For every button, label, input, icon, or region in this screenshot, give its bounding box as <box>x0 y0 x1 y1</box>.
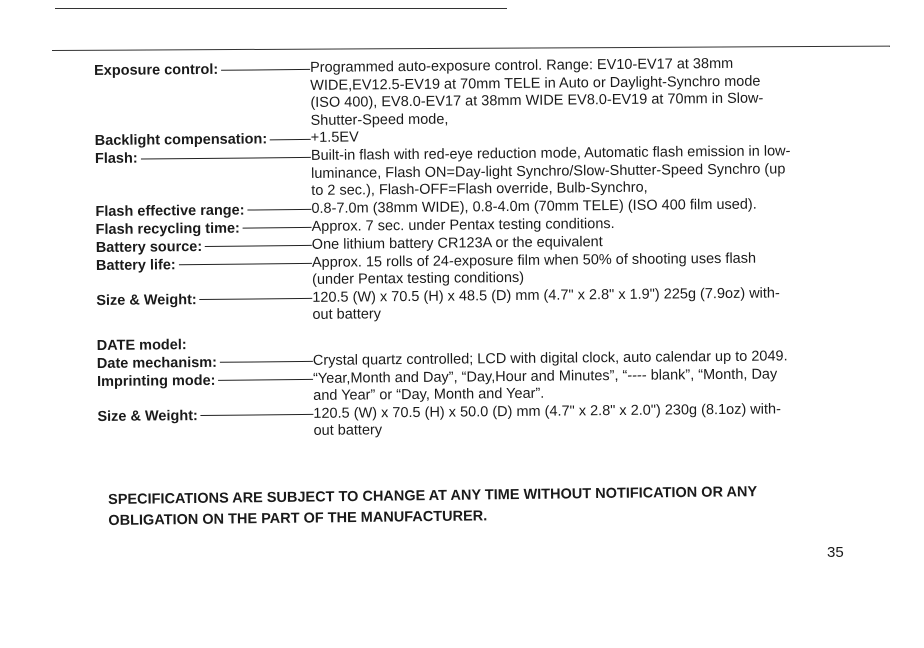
spec-value: 120.5 (W) x 70.5 (H) x 48.5 (D) mm (4.7" x 2.8" x 1.9") 225g (7.9oz) with- out battery <box>312 284 780 323</box>
spec-label: Size & Weight: <box>96 289 312 309</box>
spec-label: Exposure control: <box>94 60 310 80</box>
spec-value: Approx. 7 sec. under Pentax testing conditions. <box>311 215 615 235</box>
spec-value: “Year,Month and Day”, “Day,Hour and Minutes”, “---- blank”, “Month, Day and Year” or “Day, Month and Year”. <box>312 365 778 404</box>
leader-line <box>221 68 310 70</box>
spec-date-size-weight <box>97 400 857 442</box>
spec-label: Imprinting mode: <box>97 370 313 390</box>
spec-label: Size & Weight: <box>97 405 313 425</box>
spec-value: Crystal quartz controlled; LCD with digital clock, auto calendar up to 2049. <box>312 347 788 369</box>
leader-line <box>205 245 312 247</box>
leader-line <box>248 209 312 211</box>
spec-label: Flash effective range: <box>95 200 311 220</box>
spec-value: One lithium battery CR123A or the equivalent <box>311 233 603 253</box>
spec-value: Programmed auto-exposure control. Range: EV10-EV17 at 38mm WIDE,EV12.5-EV19 at 70mm TELE in Auto or Daylight-Synchro mode (ISO 400), EV8.0-EV17 at 38mm WIDE EV8.0-EV19 at 70mm in Slow- Shutter-Speed mode, <box>309 55 764 129</box>
leader-line <box>200 298 313 300</box>
date-model-heading: DATE model: <box>96 336 187 354</box>
spec-exposure-control <box>94 55 855 132</box>
page-number: 35 <box>827 544 844 561</box>
leader-line <box>218 379 313 381</box>
spec-label: Battery life: <box>96 254 312 274</box>
spec-value: +1.5EV <box>310 129 359 146</box>
leader-line <box>220 361 313 363</box>
spec-value: 120.5 (W) x 70.5 (H) x 50.0 (D) mm (4.7" x 2.8" x 2.0") 230g (8.1oz) with- out battery <box>313 400 781 439</box>
leader-line <box>141 156 311 159</box>
top-rule <box>55 8 507 9</box>
spec-flash <box>95 143 855 203</box>
spec-label: Flash: <box>95 148 311 168</box>
spec-value: 0.8-7.0m (38mm WIDE), 0.8-4.0m (70mm TELE) (ISO 400 film used). <box>311 196 757 217</box>
specifications-list <box>94 55 858 443</box>
spec-label: Flash recycling time: <box>96 218 312 238</box>
specifications-notice: SPECIFICATIONS ARE SUBJECT TO CHANGE AT ANY TIME WITHOUT NOTIFICATION OR ANY OBLIGATION ON THE PART OF THE MANUFACTURER. <box>108 484 758 529</box>
spec-value: Built-in flash with red-eye reduction mode, Automatic flash emission in low- luminance, Flash ON=Day-light Synchro/Slow-Shutter-Speed Synchro (up to 2 sec.), Flash-OFF=Flash override, Bulb-Synchro, <box>310 143 791 199</box>
spec-label: Battery source: <box>96 236 312 256</box>
leader-line <box>243 227 312 229</box>
leader-line <box>201 414 314 416</box>
spec-size-weight <box>96 284 856 326</box>
header-rule <box>52 46 890 51</box>
leader-line <box>270 138 311 139</box>
spec-label: Backlight compensation: <box>95 130 311 150</box>
leader-line <box>179 263 312 265</box>
spec-value: Approx. 15 rolls of 24-exposure film when 50% of shooting uses flash (under Pentax testing conditions) <box>311 250 757 288</box>
spec-label: Date mechanism: <box>97 352 313 372</box>
